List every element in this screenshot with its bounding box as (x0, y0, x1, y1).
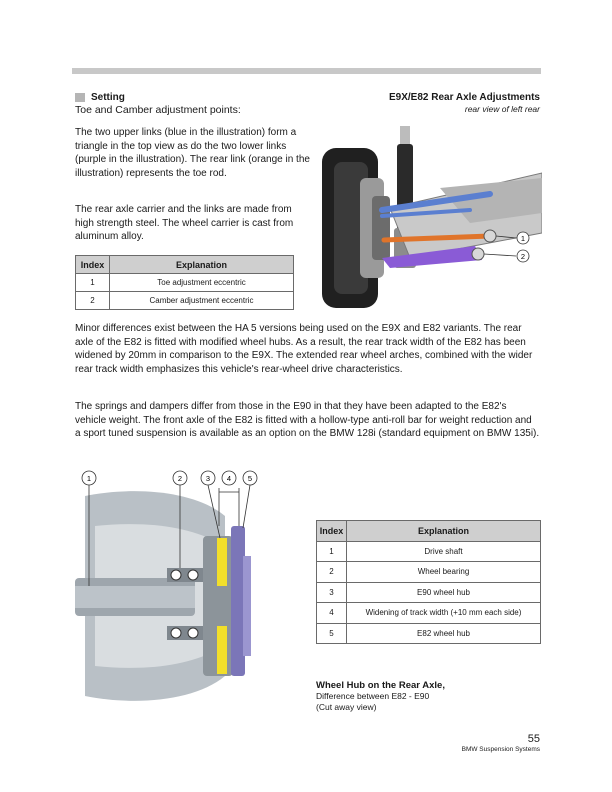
section-heading (75, 92, 125, 103)
caption-line3: (Cut away view) (316, 702, 377, 712)
table-row: 2 Wheel bearing (317, 562, 541, 583)
caption-line2: Difference between E82 - E90 (316, 691, 430, 701)
heading-bullet-icon (75, 93, 85, 102)
svg-text:2: 2 (177, 474, 183, 483)
table2-header-explanation: Explanation (347, 521, 541, 542)
figure1-title: E9X/E82 Rear Axle Adjustments (389, 92, 540, 103)
table-row: 5 E82 wheel hub (317, 623, 541, 644)
top-divider-rule (72, 68, 541, 74)
table-row: 3 E90 wheel hub (317, 582, 541, 603)
table1-header-explanation: Explanation (110, 256, 294, 274)
table2-header-index: Index (317, 521, 347, 542)
paragraph-springs: The springs and dampers differ from those in the E90 in that they have been adapted to the E82's vehicle weight. The front axle of the E82 is fitted with a hollow-type anti-roll bar for weight reduction and a sport tuned suspension is available as an option on the BMW 128i (standard equipment on BMW 135i). (75, 401, 540, 439)
paragraph-links: The two upper links (blue in the illustration) form a triangle in the top view as do the two lower links (purple in the illustration). The rear link (orange in the illustration) represents the toe rod. (75, 127, 310, 179)
wheel-hub-cutaway-illustration (75, 466, 290, 721)
paragraph-materials: The rear axle carrier and the links are made from high strength steel. The wheel carrier is cast from aluminum alloy. (75, 204, 294, 242)
lead-line: Toe and Camber adjustment points: (75, 104, 241, 116)
svg-text:2: 2 (520, 252, 526, 261)
table-row: 2 Camber adjustment eccentric (76, 292, 294, 310)
table1-header-index: Index (76, 256, 110, 274)
svg-text:4: 4 (226, 474, 232, 483)
adjustment-table (75, 255, 294, 310)
document-name: BMW Suspension Systems (461, 746, 540, 753)
table-row: 1 Toe adjustment eccentric (76, 274, 294, 292)
caption-title: Wheel Hub on the Rear Axle, (316, 680, 445, 691)
callout-1 (517, 232, 529, 244)
wheel-hub-table (316, 520, 541, 644)
figure1-subtitle: rear view of left rear (464, 104, 540, 114)
table-row: 4 Widening of track width (+10 mm each side) (317, 603, 541, 624)
svg-text:5: 5 (247, 474, 253, 483)
svg-text:3: 3 (205, 474, 211, 483)
paragraph-variants: Minor differences exist between the HA 5 versions being used on the E9X and E82 variants. The rear axle of the E82 is fitted with modified wheel hubs. As a result, the rear track width of the E82 has been widened by 20mm in comparison to the E9X. The extended rear wheel arches, combined with the wider rear track width emphasizes this vehicle's rear-wheel drive characteristics. (75, 323, 533, 375)
svg-text:1: 1 (86, 474, 92, 483)
e90-hub (217, 538, 227, 586)
table-row: 1 Drive shaft (317, 541, 541, 562)
callout-2 (517, 250, 529, 262)
svg-text:1: 1 (520, 234, 526, 243)
section-heading-text: Setting (91, 92, 125, 103)
page-number: 55 (527, 733, 540, 745)
figure2-caption (316, 680, 445, 713)
e82-hub (231, 526, 245, 676)
rear-axle-illustration (320, 118, 542, 308)
